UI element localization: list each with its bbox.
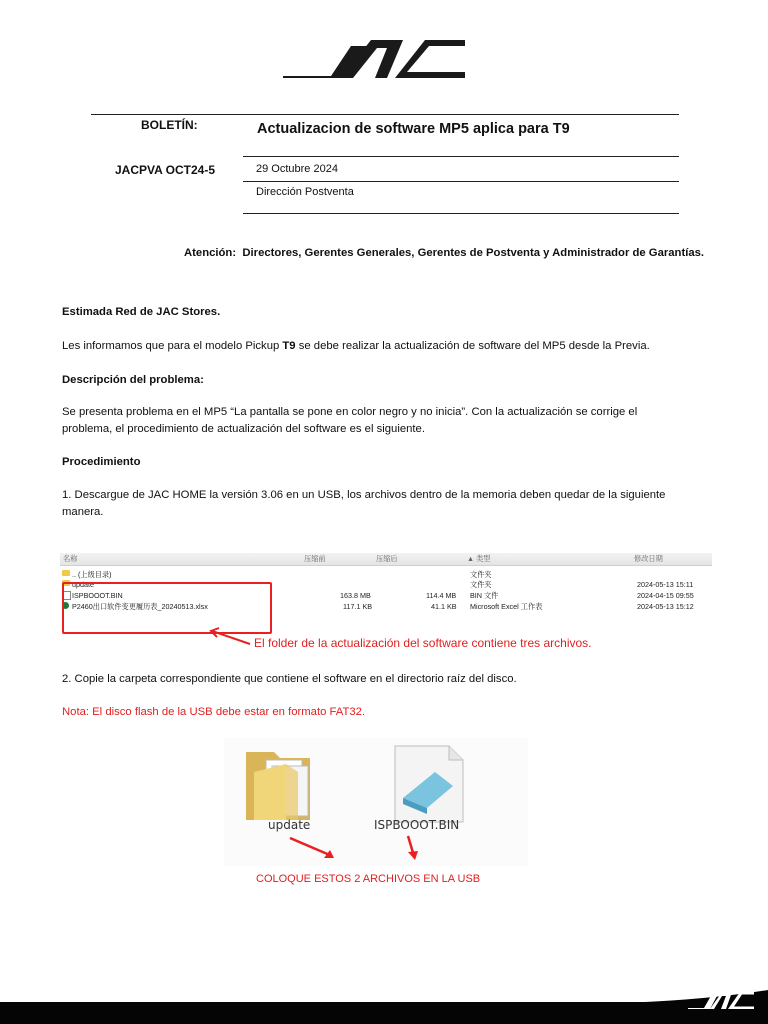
header-rule-3 (243, 181, 679, 182)
file-row[interactable]: update 文件夹 2024-05-13 15:11 (60, 580, 712, 589)
file-row[interactable]: .. (上级目录) 文件夹 (60, 570, 712, 579)
file-row[interactable]: P2460出口软件变更履历表_20240513.xlsx 117.1 KB 41.1 KB Microsoft Excel 工作表 2024-05-13 15:12 (60, 602, 712, 611)
col-name: 名称 (63, 554, 78, 563)
attention-label: Atención: (184, 247, 237, 259)
header-rule-top (91, 114, 679, 115)
bulletin-date: 29 Octubre 2024 (256, 163, 338, 175)
intro-model: T9 (282, 340, 296, 352)
bulletin-department: Dirección Postventa (256, 186, 354, 198)
usb-file-label: ISPBOOOT.BIN (374, 818, 460, 832)
procedure-heading: Procedimiento (62, 456, 141, 468)
step2-text: 2. Copie la carpeta correspondiente que contiene el software en el directorio raíz del disco. (62, 673, 517, 685)
problem-heading: Descripción del problema: (62, 374, 204, 386)
bulletin-title: Actualizacion de software MP5 aplica para T9 (257, 121, 570, 137)
usb-caption: COLOQUE ESTOS 2 ARCHIVOS EN LA USB (256, 873, 481, 885)
col-date: 修改日期 (634, 554, 663, 563)
file-list-header (60, 553, 712, 566)
bulletin-label: BOLETÍN: (141, 118, 198, 132)
note-text: Nota: El disco flash de la USB debe estar en formato FAT32. (62, 706, 366, 718)
footer-bar (0, 1002, 768, 1024)
col-packed: 压缩后 (376, 554, 398, 563)
attention-text: Directores, Gerentes Generales, Gerentes de Postventa y Administrador de Garantías. (242, 247, 705, 259)
bin-file-icon (387, 742, 471, 824)
jac-logo (283, 40, 465, 84)
bulletin-code: JACPVA OCT24-5 (115, 163, 216, 177)
usb-figure (224, 738, 528, 866)
col-type: ▲ 类型 (467, 554, 491, 563)
step1-line-1: 1. Descargue de JAC HOME la versión 3.06 en un USB, los archivos dentro de la memoria deben quedar de la siguiente (62, 489, 666, 501)
file-row[interactable]: ISPBOOOT.BIN 163.8 MB 114.4 MB BIN 文件 2024-04-15 09:55 (60, 591, 712, 600)
step1-line-2: manera. (62, 506, 104, 518)
arrow-left-icon (206, 626, 252, 648)
footer-jac-logo (688, 992, 754, 1010)
arrow-down-right-icon (288, 834, 338, 862)
usb-folder-label: update (268, 818, 311, 832)
col-size: 压缩前 (304, 554, 326, 563)
header-rule-2 (243, 156, 679, 157)
problem-line-2: problema, el procedimiento de actualización del software es el siguiente. (62, 423, 425, 435)
file-list-annotation: El folder de la actualización del software contiene tres archivos. (254, 636, 592, 650)
folder-icon (62, 570, 70, 576)
attention-line (184, 245, 704, 262)
intro-paragraph (62, 338, 650, 355)
arrow-down-icon (402, 834, 422, 862)
intro-text-before: Les informamos que para el modelo Pickup (62, 340, 283, 352)
problem-line-1: Se presenta problema en el MP5 “La pantalla se pone en color negro y no inicia”. Con la actualización se corrige el (62, 406, 638, 418)
folder-icon (240, 742, 340, 822)
header-rule-bottom (243, 213, 679, 214)
intro-text-after: se debe realizar la actualización de software del MP5 desde la Previa. (295, 340, 650, 352)
greeting: Estimada Red de JAC Stores. (62, 306, 221, 318)
